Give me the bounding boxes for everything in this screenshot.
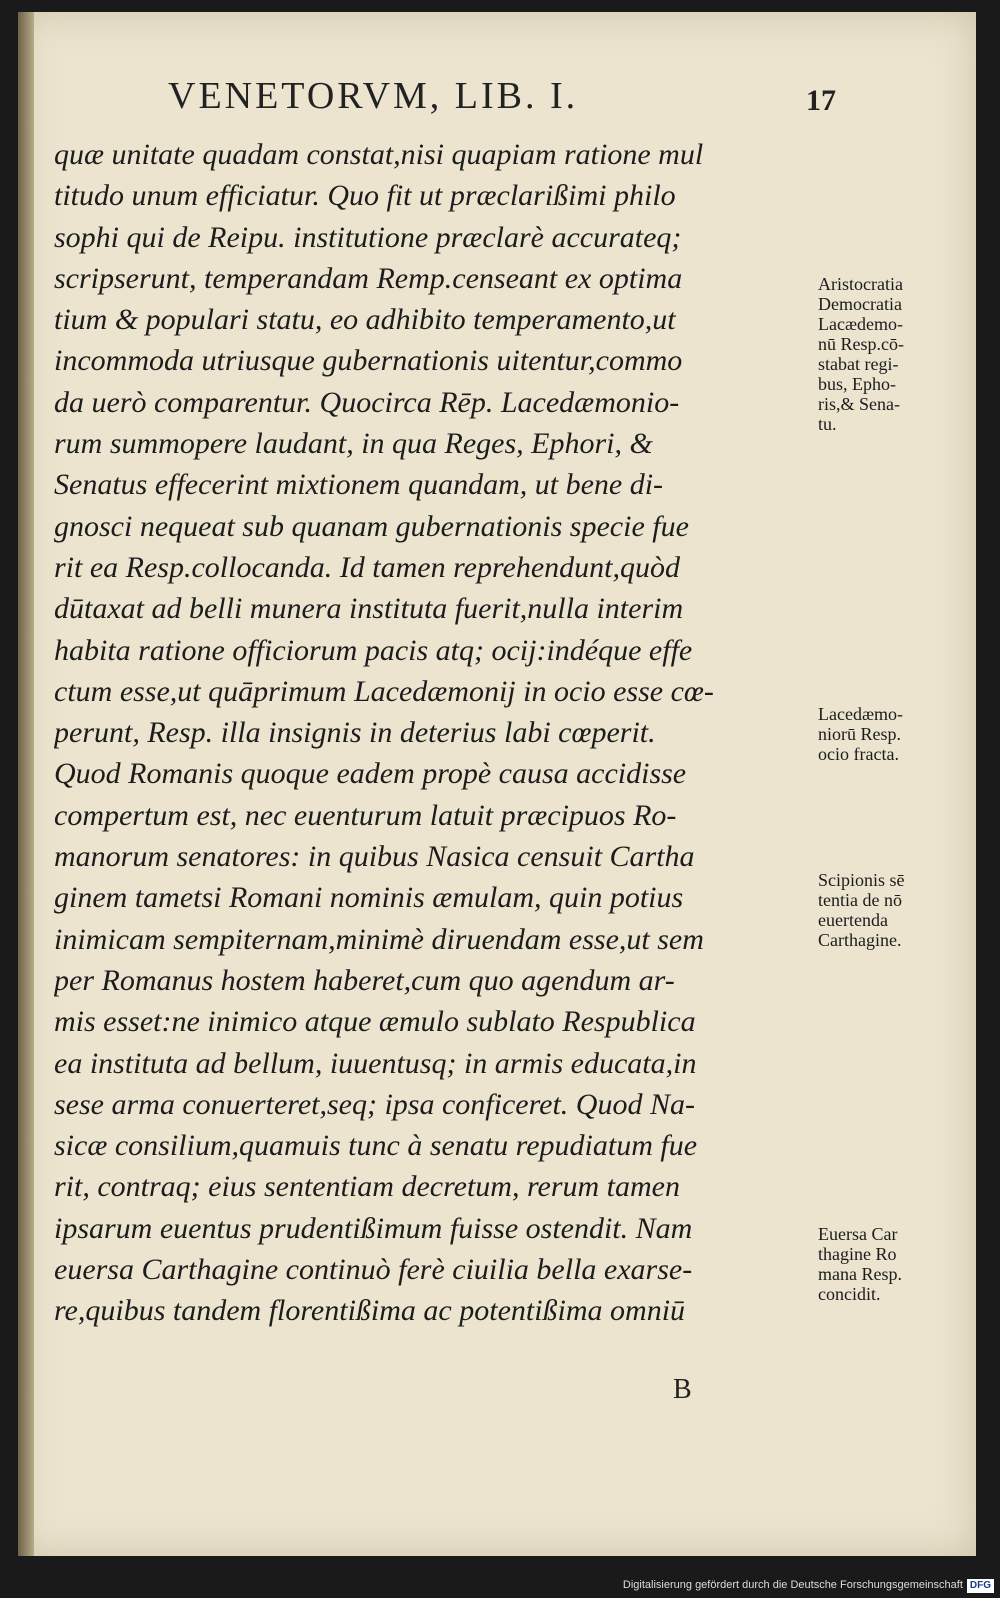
marginal-note-line: ris,& Sena- (818, 394, 900, 414)
marginal-note-line: bus, Epho- (818, 374, 896, 394)
marginal-note-line: Euersa Car (818, 1224, 898, 1244)
marginal-note-line: tu. (818, 414, 837, 434)
marginal-note-line: euertenda (818, 910, 888, 930)
text-line: inimicam sempiternam,minimè diruendam esse,ut sem (54, 922, 704, 956)
marginal-note-line: Lacedæmo- (818, 704, 903, 724)
marginal-note-line: concidit. (818, 1284, 881, 1304)
marginal-note-line: Aristocratia (818, 274, 903, 294)
marginal-note-lacedaemoniorum (818, 704, 958, 764)
text-line: sese arma conuerteret,seq; ipsa conficeret. Quod Na- (54, 1087, 695, 1121)
text-line: rit, contraq; eius sententiam decretum, rerum tamen (54, 1170, 681, 1204)
book-page (18, 12, 976, 1556)
text-line: manorum senatores: in quibus Nasica censuit Cartha (54, 840, 695, 874)
text-line: mis esset:ne inimico atque æmulo sublato Respublica (54, 1005, 696, 1039)
marginal-note-line: Scipionis sē (818, 870, 905, 890)
text-line: perunt, Resp. illa insignis in deterius labi cœperit. (54, 716, 656, 750)
marginal-note-line: thagine Ro (818, 1244, 897, 1264)
text-line: titudo unum efficiatur. Quo fit ut præclarißimi philo (54, 179, 676, 213)
dfg-logo: DFG (967, 1579, 994, 1593)
marginal-note-line: Democratia (818, 294, 902, 314)
signature-mark: B (673, 1374, 692, 1405)
text-line: rum summopere laudant, in qua Reges, Ephori, & (54, 427, 653, 461)
marginal-note-line: Lacædemo- (818, 314, 903, 334)
page-gutter (18, 12, 34, 1556)
text-line: da uerò comparentur. Quocirca Rēp. Lacedæmonio- (54, 385, 680, 419)
text-line: euersa Carthagine continuò ferè ciuilia bella exarse- (54, 1253, 693, 1287)
text-line: rit ea Resp.collocanda. Id tamen reprehendunt,quòd (54, 550, 680, 584)
text-line: Quod Romanis quoque eadem propè causa accidisse (54, 757, 687, 791)
marginal-note-scipionis (818, 870, 958, 950)
text-line: gnosci nequeat sub quanam gubernationis specie fue (54, 509, 689, 543)
text-line: re,quibus tandem florentißima ac potentißima omniū (54, 1294, 686, 1328)
text-line: quæ unitate quadam constat,nisi quapiam ratione mul (54, 138, 704, 171)
marginal-note-line: tentia de nō (818, 890, 902, 910)
marginal-note-aristocratia (818, 274, 958, 434)
marginal-note-line: nū Resp.cō- (818, 334, 904, 354)
text-line: tium & populari statu, eo adhibito temperamento,ut (54, 303, 676, 337)
text-line: sophi qui de Reipu. institutione præclarè accurateq; (54, 220, 682, 254)
text-line: compertum est, nec euenturum latuit præcipuos Ro- (54, 798, 677, 832)
marginal-note-line: stabat regi- (818, 354, 899, 374)
main-text-block (54, 134, 814, 1332)
text-line: sicæ consilium,quamuis tunc à senatu repudiatum fue (54, 1129, 698, 1163)
text-line: habita ratione officiorum pacis atq; ocij:indéque effe (54, 633, 693, 667)
running-head: VENETORVM, LIB. I. (168, 75, 579, 117)
marginal-note-line: niorū Resp. (818, 724, 901, 744)
footer-credit: Digitalisierung gefördert durch die Deutsche Forschungsgemeinschaft (622, 1579, 963, 1591)
digitization-footer (0, 1575, 994, 1595)
marginal-note-euersa-carthagine (818, 1224, 958, 1304)
marginal-note-line: ocio fracta. (818, 744, 899, 764)
text-line: ginem tametsi Romani nominis æmulam, quin potius (54, 881, 684, 915)
text-line: scripserunt, temperandam Remp.censeant ex optima (54, 261, 683, 295)
folio-number: 17 (806, 84, 836, 117)
marginal-note-line: mana Resp. (818, 1264, 902, 1284)
text-line: per Romanus hostem haberet,cum quo agendum ar- (54, 963, 675, 997)
text-line: ea instituta ad bellum, iuuentusq; in armis educata,in (54, 1046, 697, 1080)
text-line: ctum esse,ut quāprimum Lacedæmonij in ocio esse cœ- (54, 674, 714, 708)
marginal-note-line: Carthagine. (818, 930, 902, 950)
text-line: incommoda utriusque gubernationis uitentur,commo (54, 344, 683, 378)
text-line: Senatus effecerint mixtionem quandam, ut bene di- (54, 468, 664, 502)
text-line: ipsarum euentus prudentißimum fuisse ostendit. Nam (54, 1211, 693, 1245)
text-line: dūtaxat ad belli munera instituta fuerit,nulla interim (54, 592, 684, 626)
